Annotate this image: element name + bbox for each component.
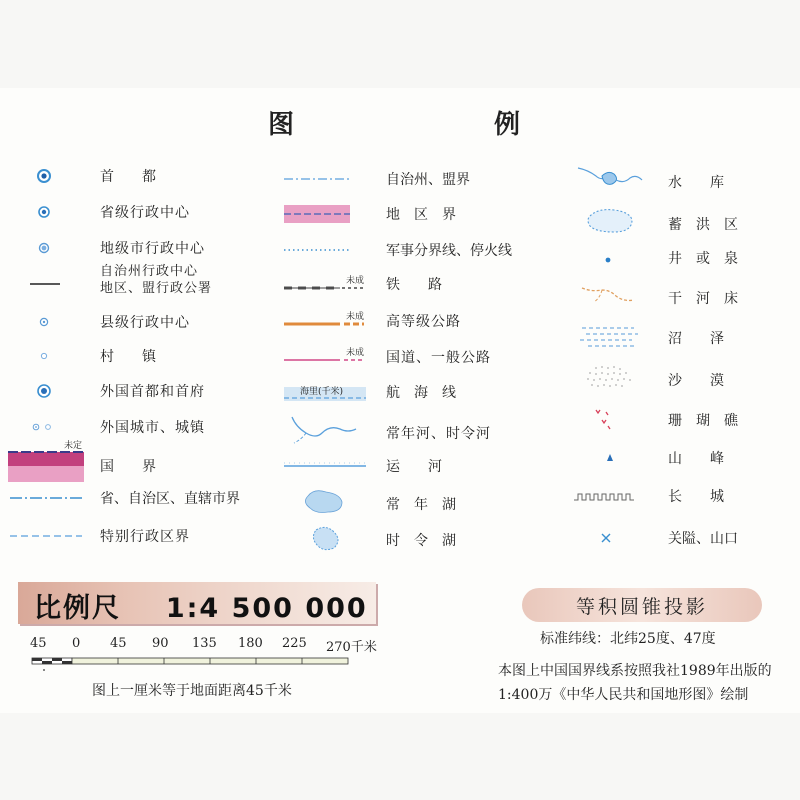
legend-row-prefecture-center xyxy=(18,234,226,262)
legend-label: 干 河 床 xyxy=(668,291,738,307)
swamp-icon xyxy=(572,320,652,352)
legend-label: 高等级公路 xyxy=(386,314,461,330)
sar-border-icon xyxy=(8,522,84,550)
legend-label: 地级市行政中心 xyxy=(100,241,205,257)
flood-storage-icon xyxy=(572,204,652,238)
legend-row-expressway xyxy=(282,307,512,335)
legend-row-railway xyxy=(282,270,512,298)
canal-icon xyxy=(282,452,368,480)
mountain-peak-icon xyxy=(572,444,652,472)
legend-row-dry-riverbed xyxy=(572,282,792,310)
legend-row-coral-reef xyxy=(572,404,792,434)
scale-ratio-box xyxy=(18,582,376,624)
scale-ratio-text xyxy=(34,586,368,625)
legend-row-swamp xyxy=(572,320,792,352)
legend-label: 省级行政中心 xyxy=(100,205,190,221)
scale-tick-label: 90 xyxy=(152,636,169,651)
legend-row-national-border xyxy=(8,438,226,490)
seasonal-lake-icon xyxy=(282,522,368,554)
legend-row-autonomous-prefecture-center xyxy=(18,264,226,300)
undetermined-note: 未定 xyxy=(64,441,83,451)
legend-row-county-center xyxy=(18,308,226,336)
district-border-icon xyxy=(282,200,352,228)
standard-parallels: 标准纬线：北纬25度、47度 xyxy=(540,631,716,647)
legend-row-military-line xyxy=(282,236,512,264)
pass-icon xyxy=(572,524,652,552)
legend-label: 时 令 湖 xyxy=(386,533,456,549)
provincial-center-icon xyxy=(18,198,68,226)
legend-label-line1: 自治州行政中心 xyxy=(100,264,199,279)
legend-label: 省、自治区、直辖市界 xyxy=(100,491,240,507)
legend-label: 沼 泽 xyxy=(668,331,724,347)
projection-box xyxy=(522,588,762,622)
legend-label: 外国城市、城镇 xyxy=(100,420,205,436)
legend-label: 村 镇 xyxy=(100,349,156,365)
legend-row-mountain-peak xyxy=(572,444,792,472)
legend-row-national-road xyxy=(282,343,512,371)
legend-label: 常 年 湖 xyxy=(386,497,456,513)
legend-row-sar-border xyxy=(8,522,226,550)
nautical-mile-note: 海里(千米) xyxy=(300,387,344,397)
foreign-city-icon xyxy=(18,413,68,441)
prefecture-center-icon xyxy=(18,234,68,262)
scale-tick-label: 0 xyxy=(72,636,81,651)
perennial-lake-icon xyxy=(282,486,368,518)
scale-tick-label: 135 xyxy=(192,636,217,651)
coral-reef-icon xyxy=(572,404,652,434)
county-center-icon xyxy=(18,308,68,336)
border-note-line1: 本图上中国国界线系按照我社1989年出版的 xyxy=(498,663,772,679)
legend-label: 长 城 xyxy=(668,489,724,505)
legend-row-pass xyxy=(572,524,792,552)
legend-row-provincial-border xyxy=(8,484,240,512)
legend-label: 铁 路 xyxy=(386,277,442,293)
legend-row-desert xyxy=(572,360,792,394)
legend-row-provincial-center xyxy=(18,198,226,226)
legend-label: 特别行政区界 xyxy=(100,529,190,545)
scale-tick-label: 180 xyxy=(238,636,263,651)
scale-bar xyxy=(30,636,377,676)
legend-row-well-spring xyxy=(572,244,792,272)
legend-row-canal xyxy=(282,452,512,480)
capital-marker-icon xyxy=(18,162,68,190)
dry-riverbed-icon xyxy=(572,282,652,310)
legend-label: 水 库 xyxy=(668,175,724,191)
great-wall-icon xyxy=(572,482,652,510)
village-icon xyxy=(18,342,68,370)
projection-name: 等积圆锥投影 xyxy=(575,596,708,618)
legend-row-autonomous-prefecture-border xyxy=(282,165,512,193)
foreign-capital-icon xyxy=(18,377,68,405)
legend-row-foreign-city xyxy=(18,413,226,441)
legend-label: 外国首都和首府 xyxy=(100,384,205,400)
legend-label: 地 区 界 xyxy=(386,207,456,223)
provincial-border-icon xyxy=(8,484,84,512)
desert-icon xyxy=(572,360,652,394)
legend-label: 县级行政中心 xyxy=(100,315,190,331)
scale-tick-label: 225 xyxy=(282,636,307,651)
scale-tick-label: 270千米 xyxy=(326,640,377,655)
military-demarcation-icon xyxy=(282,236,352,264)
legend-label: 蓄 洪 区 xyxy=(668,217,738,233)
legend-label: 国道、一般公路 xyxy=(386,350,491,366)
river-icon xyxy=(282,415,368,447)
legend-row-capital xyxy=(18,162,226,190)
legend-label: 航 海 线 xyxy=(386,385,456,401)
legend-title-right: 例 xyxy=(494,110,521,140)
legend-row-perennial-lake xyxy=(282,486,512,518)
legend-label: 常年河、时令河 xyxy=(386,426,491,442)
legend-label: 自治州、盟界 xyxy=(386,172,470,188)
legend-label: 国 界 xyxy=(100,459,156,475)
legend-label: 沙 漠 xyxy=(668,373,724,389)
legend-row-village xyxy=(18,342,226,370)
unfinished-note: 未成 xyxy=(346,348,365,358)
scale-bar-graphic xyxy=(30,654,360,674)
legend-row-seasonal-lake xyxy=(282,522,512,554)
legend-label: 山 峰 xyxy=(668,451,724,467)
unfinished-note: 未成 xyxy=(346,312,365,322)
legend-title-left: 图 xyxy=(268,110,295,140)
legend-label: 关隘、山口 xyxy=(668,531,738,547)
unfinished-note: 未成 xyxy=(346,276,365,286)
scale-tick-label: 45 xyxy=(110,636,127,651)
autonomous-prefecture-line-icon xyxy=(18,268,68,296)
scale-ratio-label: 比例尺 xyxy=(34,593,121,624)
legend-label: 井 或 泉 xyxy=(668,251,738,267)
legend-row-foreign-capital xyxy=(18,377,226,405)
scale-ratio-value: 1:4 500 000 xyxy=(165,593,368,624)
border-note-line2: 1:400万《中华人民共和国地形图》绘制 xyxy=(498,687,749,703)
legend-row-river xyxy=(282,415,512,447)
legend-row-flood-storage xyxy=(572,204,792,238)
legend-label: 军事分界线、停火线 xyxy=(386,243,512,259)
scale-tick-label: 45 xyxy=(30,636,47,651)
legend-row-great-wall xyxy=(572,482,792,510)
legend-row-reservoir xyxy=(572,162,792,196)
legend-row-district-border xyxy=(282,200,512,228)
legend-label: 首 都 xyxy=(100,169,156,185)
well-spring-icon xyxy=(572,244,652,272)
legend-row-sea-route xyxy=(282,378,512,406)
scale-caption: 图上一厘米等于地面距离45千米 xyxy=(92,683,292,699)
reservoir-icon xyxy=(572,162,652,196)
legend-label-line2: 地区、盟行政公署 xyxy=(100,281,213,296)
autonomous-prefecture-border-icon xyxy=(282,165,352,193)
legend-label: 运 河 xyxy=(386,459,442,475)
legend-label: 珊 瑚 礁 xyxy=(668,413,738,429)
